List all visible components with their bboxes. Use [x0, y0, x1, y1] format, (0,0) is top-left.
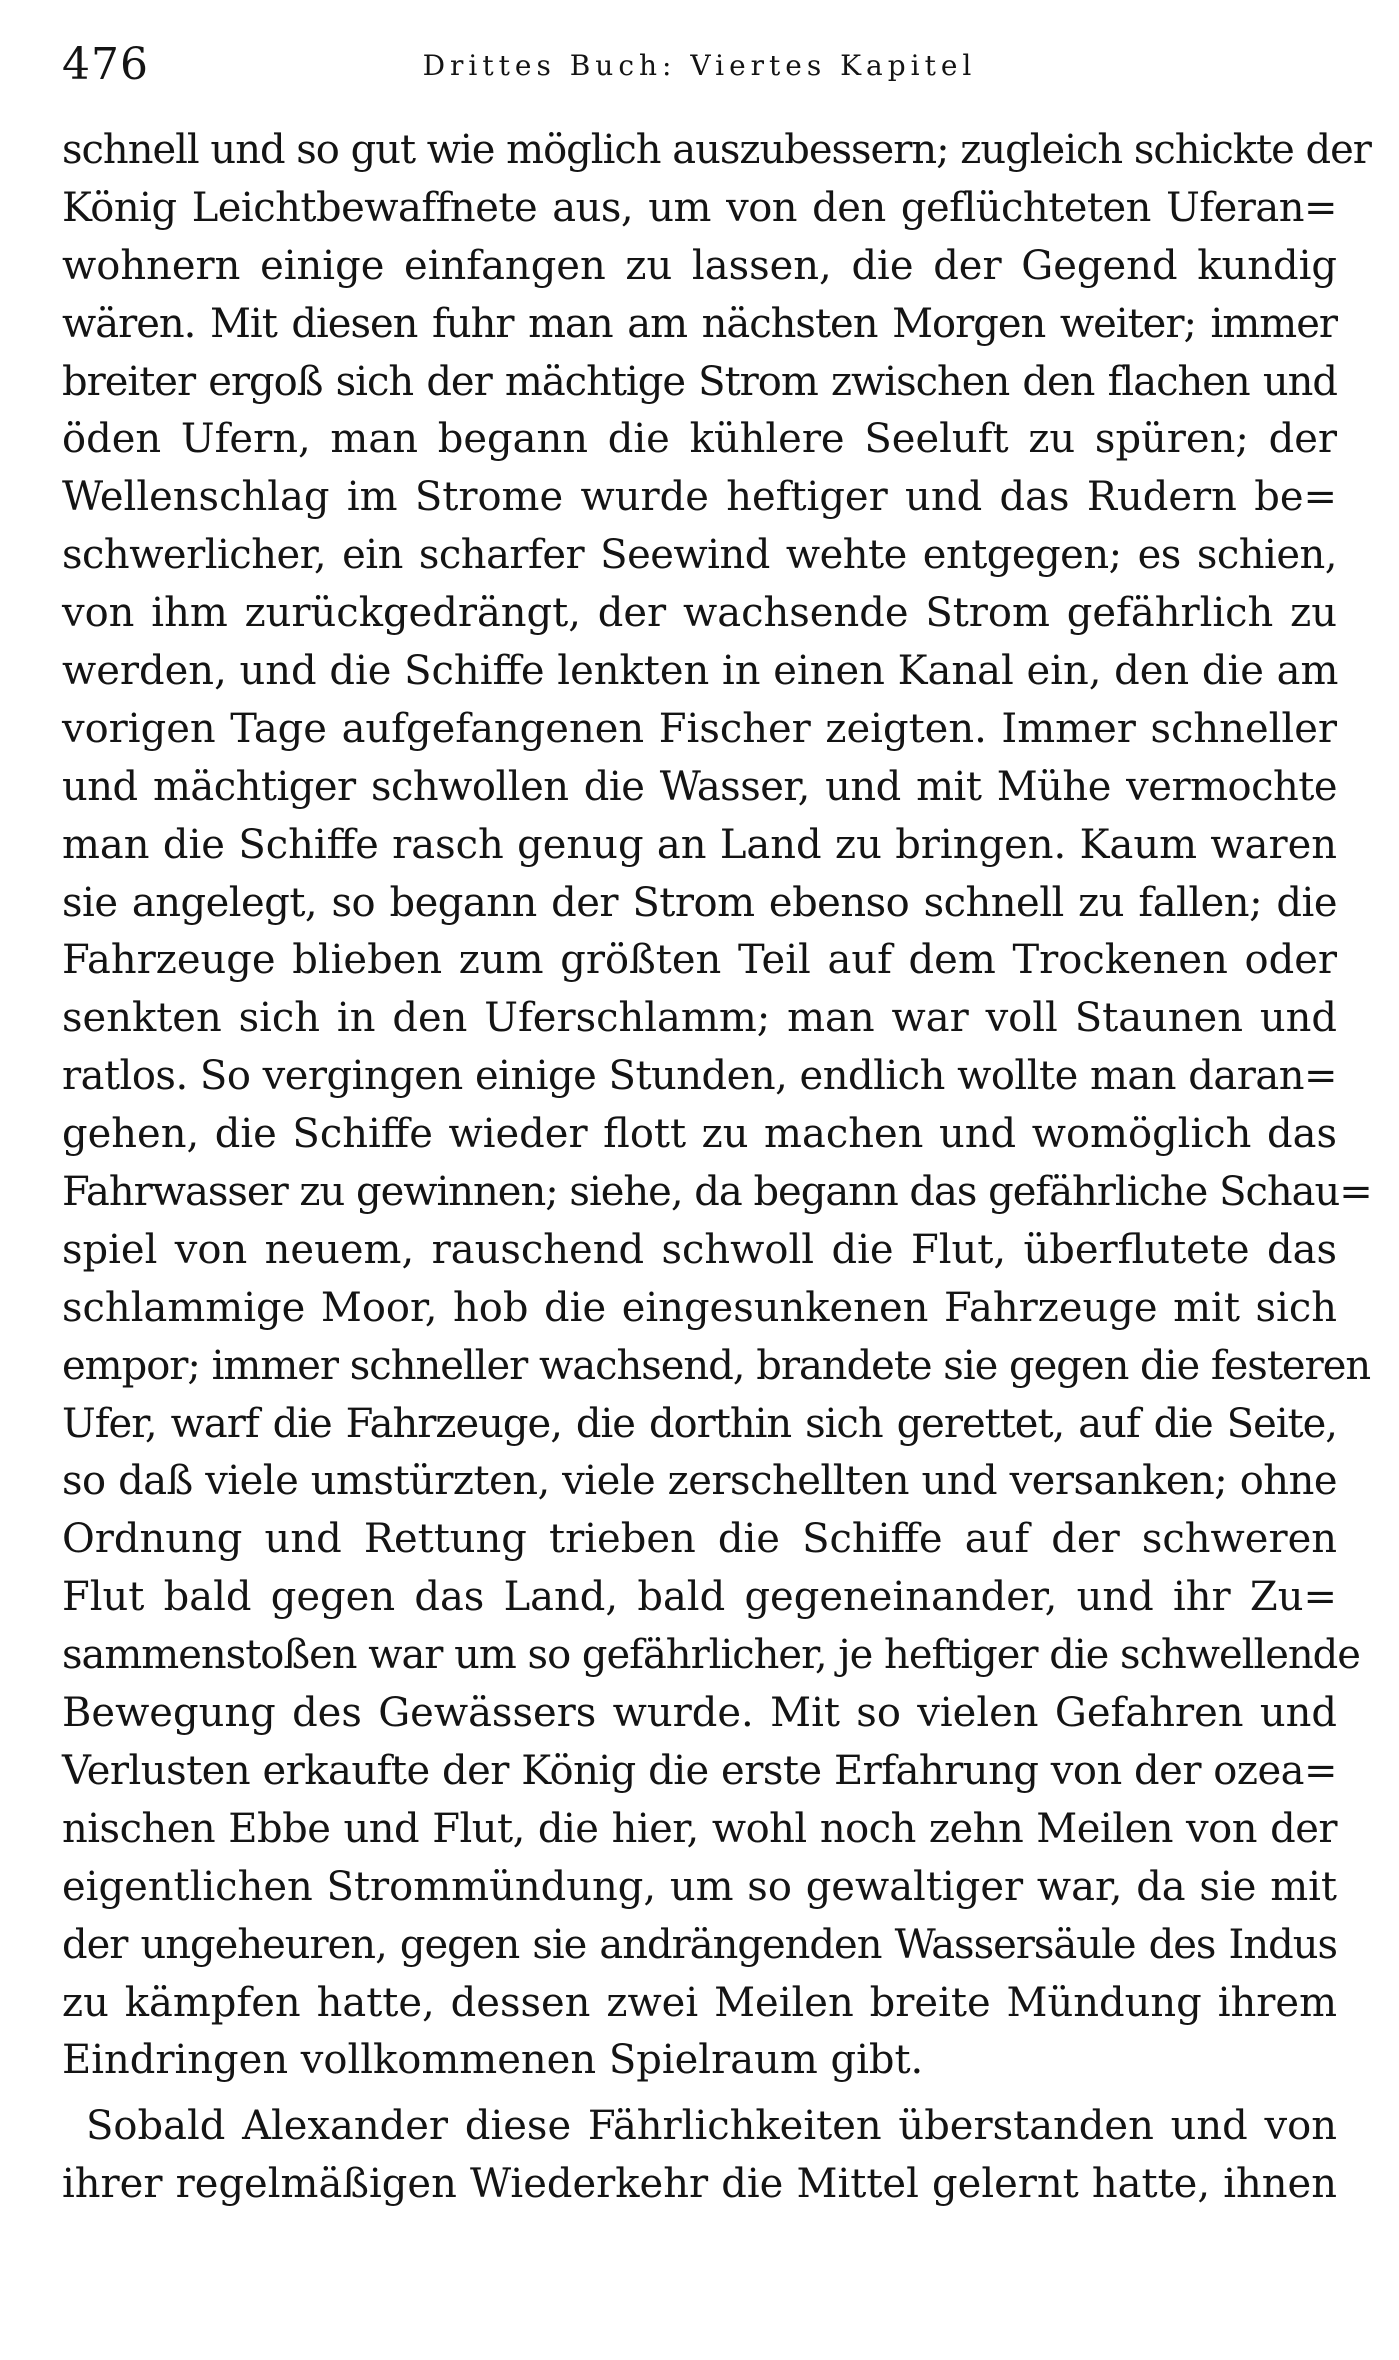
text-line: Fahrwasser zu gewinnen; siehe, da begann das gefährliche Schau=: [62, 1169, 1372, 1216]
text-line: schwerlicher, ein scharfer Seewind wehte entgegen; es schien,: [62, 532, 1337, 579]
text-line: werden, und die Schiffe lenkten in einen Kanal ein, den die am: [62, 648, 1339, 695]
text-line: ihrer regelmäßigen Wiederkehr die Mittel gelernt hatte, ihnen: [62, 2161, 1337, 2208]
text-line: Wellenschlag im Strome wurde heftiger und das Rudern be=: [62, 474, 1337, 521]
text-line: senkten sich in den Uferschlamm; man war voll Staunen und: [62, 995, 1337, 1042]
text-line: Flut bald gegen das Land, bald gegeneinander, und ihr Zu=: [62, 1574, 1337, 1621]
text-line: spiel von neuem, rauschend schwoll die Flut, überflutete das: [62, 1226, 1337, 1273]
text-line: breiter ergoß sich der mächtige Strom zwischen den flachen und: [62, 358, 1337, 405]
text-line: gehen, die Schiffe wieder flott zu machen und womöglich das: [62, 1111, 1337, 1158]
text-line: Sobald Alexander diese Fährlichkeiten überstanden und von: [86, 2103, 1337, 2150]
text-line: eigentlichen Strommündung, um so gewaltiger war, da sie mit: [62, 1863, 1337, 1910]
paragraph: [62, 122, 1372, 2090]
text-line: König Leichtbewaffnete aus, um von den geflüchteten Uferan=: [62, 184, 1337, 231]
text-line: sammenstoßen war um so gefährlicher, je heftiger die schwellende: [62, 1632, 1360, 1679]
text-line: zu kämpfen hatte, dessen zwei Meilen breite Mündung ihrem: [62, 1979, 1337, 2026]
text-line: Bewegung des Gewässers wurde. Mit so vielen Gefahren und: [62, 1690, 1337, 1737]
text-line: Fahrzeuge blieben zum größten Teil auf dem Trockenen oder: [62, 937, 1337, 984]
text-line: sie angelegt, so begann der Strom ebenso schnell zu fallen; die: [62, 879, 1337, 926]
body-text: [62, 122, 1372, 2214]
text-line: schnell und so gut wie möglich auszubessern; zugleich schickte der: [62, 127, 1371, 173]
text-line: ratlos. So vergingen einige Stunden, endlich wollte man daran=: [62, 1053, 1337, 1100]
text-line: von ihm zurückgedrängt, der wachsende Strom gefährlich zu: [62, 590, 1337, 637]
text-line: Ufer, warf die Fahrzeuge, die dorthin sich gerettet, auf die Seite,: [62, 1400, 1337, 1447]
text-line: man die Schiffe rasch genug an Land zu bringen. Kaum waren: [62, 821, 1337, 868]
text-line: wären. Mit diesen fuhr man am nächsten Morgen weiter; immer: [62, 300, 1337, 347]
text-line: Eindringen vollkommenen Spielraum gibt.: [62, 2037, 924, 2084]
page-number: 476: [62, 39, 149, 90]
running-title: Drittes Buch: Viertes Kapitel: [422, 49, 977, 82]
paragraph-gap: [62, 2090, 1337, 2098]
paragraph: [62, 2098, 1337, 2214]
text-line: Ordnung und Rettung trieben die Schiffe auf der schweren: [62, 1516, 1337, 1563]
text-line: und mächtiger schwollen die Wasser, und mit Mühe vermochte: [62, 763, 1337, 810]
text-line: öden Ufern, man begann die kühlere Seeluft zu spüren; der: [62, 416, 1337, 463]
text-line: nischen Ebbe und Flut, die hier, wohl noch zehn Meilen von der: [62, 1805, 1337, 1852]
text-line: vorigen Tage aufgefangenen Fischer zeigten. Immer schneller: [62, 705, 1337, 752]
page-header: [62, 30, 1337, 100]
text-line: schlammige Moor, hob die eingesunkenen Fahrzeuge mit sich: [62, 1284, 1337, 1331]
text-line: so daß viele umstürzten, viele zerschellten und versanken; ohne: [62, 1458, 1337, 1505]
text-line: Verlusten erkaufte der König die erste Erfahrung von der ozea=: [62, 1747, 1337, 1794]
text-line: empor; immer schneller wachsend, brandete sie gegen die festeren: [62, 1342, 1371, 1389]
text-line: der ungeheuren, gegen sie andrängenden Wassersäule des Indus: [62, 1921, 1337, 1968]
text-line: wohnern einige einfangen zu lassen, die der Gegend kundig: [62, 242, 1337, 289]
